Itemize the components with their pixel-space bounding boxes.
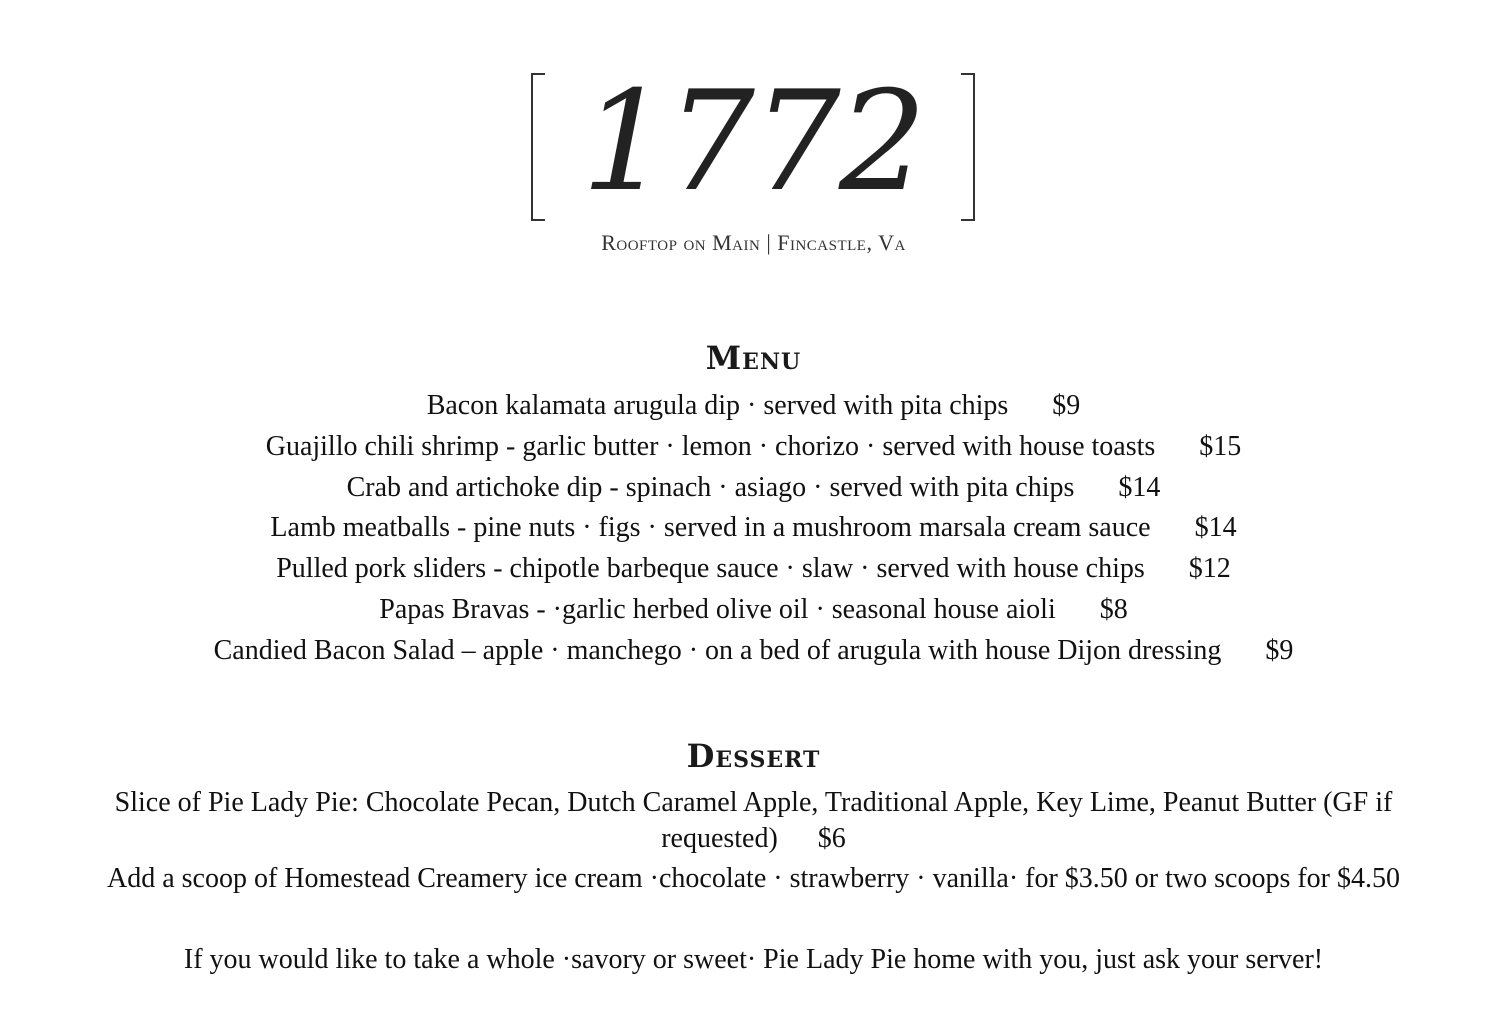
menu-item-price: $9 (1265, 634, 1294, 666)
logo (531, 61, 975, 222)
menu-item-text: Papas Bravas - ·garlic herbed olive oil · seasonal house aioli (379, 593, 1056, 625)
pie-price: $6 (817, 823, 846, 854)
pie-description (40, 785, 1467, 857)
menu-item (0, 631, 1507, 672)
menu-item-text: Guajillo chili shrimp - garlic butter · lemon · chorizo · served with house toasts (265, 430, 1156, 462)
closing-note: If you would like to take a whole ·savory or sweet· Pie Lady Pie home with you, just ask your server! (183, 944, 1324, 975)
logo-number: 1772 (581, 61, 925, 222)
pie-text: Slice of Pie Lady Pie: Chocolate Pecan, Dutch Caramel Apple, Traditional Apple, Key Lime, Peanut Butter (GF if requested) (114, 787, 1393, 854)
ice-cream-addon: Add a scoop of Homestead Creamery ice cream ·chocolate · strawberry · vanilla· for $3.50 or two scoops for $4.50 (107, 863, 1400, 894)
menu-item-text: Candied Bacon Salad – apple · manchego · on a bed of arugula with house Dijon dressing (213, 634, 1222, 666)
menu-item-price: $8 (1099, 593, 1128, 625)
menu-item (0, 508, 1507, 549)
menu-heading: Menu (705, 339, 802, 377)
menu-list (0, 386, 1507, 672)
menu-item-price: $9 (1052, 390, 1081, 421)
menu-item-text: Bacon kalamata arugula dip · served with pita chips (426, 390, 1009, 421)
menu-item-price: $12 (1188, 553, 1231, 585)
dessert-heading: Dessert (686, 737, 821, 775)
menu-item (0, 549, 1507, 590)
menu-item-text: Crab and artichoke dip - spinach · asiago · served with pita chips (346, 471, 1075, 503)
menu-item-price: $15 (1199, 430, 1242, 462)
menu-item-text: Lamb meatballs - pine nuts · figs · served in a mushroom marsala cream sauce (270, 512, 1151, 544)
menu-item (0, 427, 1507, 468)
menu-item-price: $14 (1118, 471, 1161, 503)
dessert-block (40, 785, 1467, 897)
menu-item (0, 386, 1507, 427)
menu-item (0, 590, 1507, 631)
logo-subtitle: Rooftop on Main | Fincastle, Va (601, 230, 906, 255)
menu-item-price: $14 (1194, 512, 1237, 544)
menu-item (0, 468, 1507, 509)
menu-item-text: Pulled pork sliders - chipotle barbeque sauce · slaw · served with house chips (276, 553, 1145, 585)
